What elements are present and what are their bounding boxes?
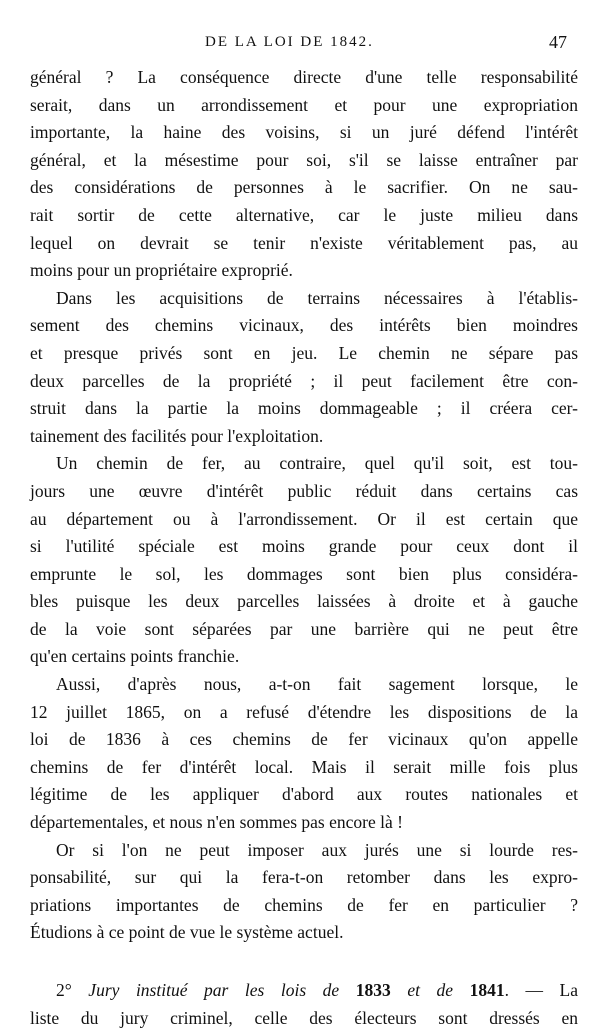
text-line: général ? La conséquence directe d'une telle responsabilité [30, 67, 578, 87]
text-line: de la voie sont séparées par une barrière qui ne peut être [30, 618, 578, 639]
text-line: lequel on devrait se tenir n'existe véritablement pas, au [30, 232, 578, 253]
text-line: général, et la mésestime pour soi, s'il se laisse entraîner par [30, 149, 578, 170]
text-line: rait sortir de cette alternative, car le juste milieu dans [30, 204, 578, 225]
text-line: chemins de fer d'intérêt local. Mais il serait mille fois plus [30, 756, 578, 777]
text-line: deux parcelles de la propriété ; il peut facilement être con- [30, 370, 578, 391]
section-number: 2° [56, 980, 72, 1000]
section [30, 977, 578, 1032]
text-line: Étudions à ce point de vue le système actuel. [30, 922, 344, 943]
text-line: liste du jury criminel, celle des électeurs sont dressés en [30, 1007, 578, 1028]
text-line: si l'utilité spéciale est moins grande pour ceux dont il [30, 536, 578, 557]
paragraph [30, 285, 578, 451]
paragraph [30, 450, 578, 671]
body-text [30, 64, 578, 1032]
paragraph [30, 671, 578, 837]
text-line: bles puisque les deux parcelles laissées à droite et à gauche [30, 591, 578, 612]
text-line: qu'en certains points franchie. [30, 646, 240, 667]
text-line: priations importantes de chemins de fer en particulier ? [30, 894, 578, 915]
text-line: importante, la haine des voisins, si un juré défend l'intérêt [30, 122, 578, 143]
page-header [0, 32, 612, 56]
paragraph [30, 837, 578, 947]
section-year: 1841 [469, 980, 505, 1000]
section-dash: . — La [504, 980, 578, 1000]
running-head: DE LA LOI DE 1842. [205, 34, 374, 50]
text-line: sement des chemins vicinaux, des intérêts bien moindres [30, 315, 578, 336]
section-title-part: et de [407, 980, 454, 1000]
text-line: 12 juillet 1865, on a refusé d'étendre les dispositions de la [30, 701, 578, 722]
text-line: moins pour un propriétaire exproprié. [30, 260, 293, 281]
text-line: Dans les acquisitions de terrains nécessaires à l'établis- [56, 287, 578, 308]
section-title-part: Jury institué par les lois de [88, 980, 340, 1000]
text-line: ponsabilité, sur qui la fera-t-on retomber dans les expro- [30, 867, 578, 888]
text-line: Un chemin de fer, au contraire, quel qu'il soit, est tou- [56, 453, 578, 474]
text-line: serait, dans un arrondissement et pour une expropriation [30, 94, 578, 115]
text-line: struit dans la partie la moins dommageable ; il créera cer- [30, 398, 578, 419]
page-number: 47 [549, 32, 567, 52]
text-line: jours une œuvre d'intérêt public réduit dans certains cas [30, 480, 578, 501]
text-line: Aussi, d'après nous, a-t-on fait sagement lorsque, le [56, 674, 578, 695]
text-line: loi de 1836 à ces chemins de fer vicinaux qu'on appelle [30, 729, 578, 750]
text-line: tainement des facilités pour l'exploitation. [30, 425, 324, 446]
section-year: 1833 [355, 980, 391, 1000]
text-line: et presque privés sont en jeu. Le chemin ne sépare pas [30, 342, 578, 363]
text-line: des considérations de personnes à le sacrifier. On ne sau- [30, 177, 578, 198]
text-line: au département ou à l'arrondissement. Or il est certain que [30, 508, 578, 529]
text-line: emprunte le sol, les dommages sont bien plus considéra- [30, 563, 578, 584]
text-line: départementales, et nous n'en sommes pas encore là ! [30, 812, 403, 833]
text-line: Or si l'on ne peut imposer aux jurés une si lourde res- [56, 839, 578, 860]
section-spacer [30, 947, 578, 977]
text-line: légitime de les appliquer d'abord aux routes nationales et [30, 784, 578, 805]
section-heading [30, 977, 578, 1005]
paragraph [30, 64, 578, 285]
